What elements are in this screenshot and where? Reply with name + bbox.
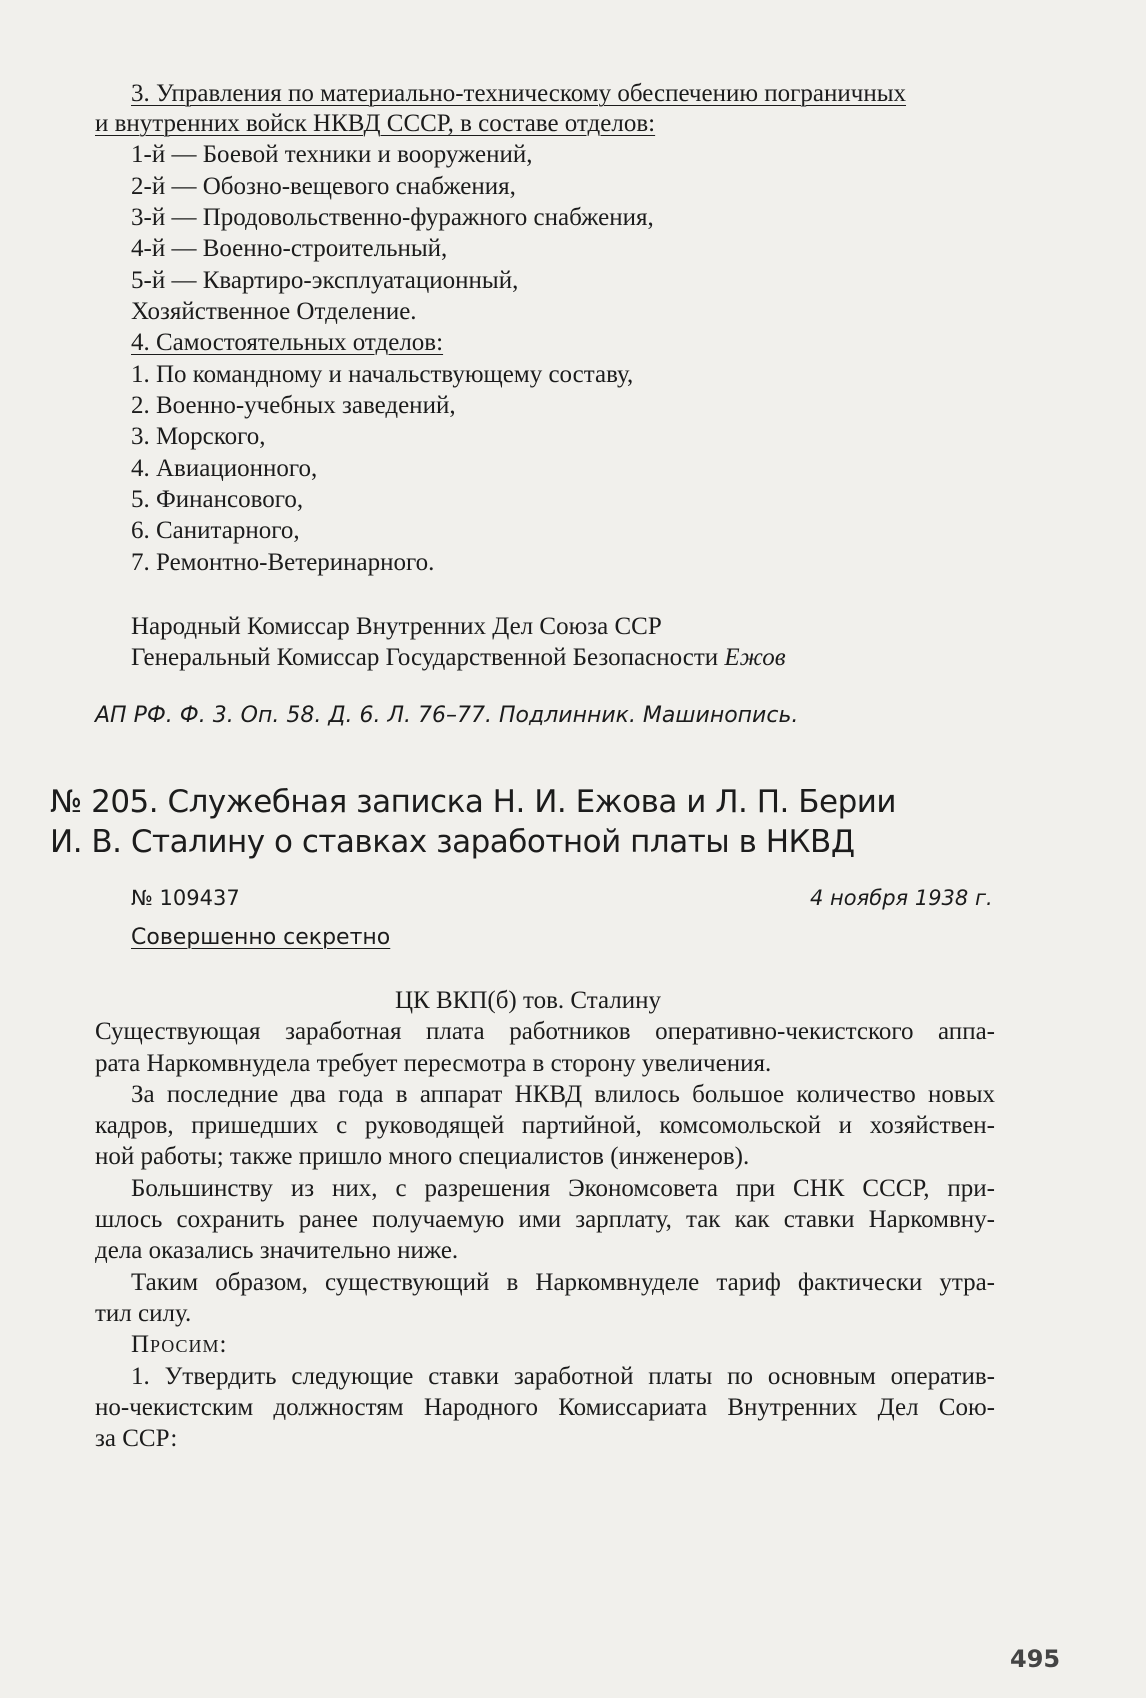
body-line: За последние два года в аппарат НКВД влилось большое количество новых <box>131 1081 995 1108</box>
signature-line1: Народный Комиссар Внутренних Дел Союза ССР <box>131 613 662 640</box>
department-item: 3-й — Продовольственно-фуражного снабжения, <box>131 204 654 231</box>
body-line: за ССР: <box>95 1425 178 1452</box>
document-title-line2: И. В. Сталину о ставках заработной платы в НКВД <box>50 824 855 860</box>
body-line: тил силу. <box>95 1300 192 1327</box>
classification-stamp: Совершенно секретно <box>131 925 391 950</box>
independent-dept-item: 5. Финансового, <box>131 486 304 513</box>
body-line: Большинству из них, с разрешения Экономсовета при СНК СССР, при- <box>131 1175 995 1202</box>
independent-dept-item: 4. Авиационного, <box>131 455 318 482</box>
body-line: ной работы; также пришло много специалистов (инженеров). <box>95 1143 750 1170</box>
source-reference: АП РФ. Ф. 3. Оп. 58. Д. 6. Л. 76–77. Подлинник. Машинопись. <box>95 703 799 728</box>
body-line: Таким образом, существующий в Наркомвнуделе тариф фактически утра- <box>131 1269 995 1296</box>
document-title-line1: № 205. Служебная записка Н. И. Ежова и Л. П. Берии <box>50 784 897 820</box>
department-item: Хозяйственное Отделение. <box>131 298 417 325</box>
department-item: 1-й — Боевой техники и вооружений, <box>131 141 533 168</box>
body-line: шлось сохранить ранее получаемую ими зарплату, так как ставки Наркомвну- <box>95 1206 995 1233</box>
signature-name: Ежов <box>724 644 786 671</box>
body-line: Существующая заработная плата работников оперативно-чекистского аппа- <box>95 1018 995 1045</box>
item4-title: 4. Самостоятельных отделов: <box>131 329 444 356</box>
independent-dept-item: 1. По командному и начальствующему составу, <box>131 361 634 388</box>
document-date: 4 ноября 1938 г. <box>810 886 993 910</box>
signature-line2 <box>131 642 786 674</box>
independent-dept-item: 3. Морского, <box>131 423 266 450</box>
independent-dept-item: 7. Ремонтно-Ветеринарного. <box>131 549 435 576</box>
independent-dept-item: 6. Санитарного, <box>131 517 300 544</box>
page-number: 495 <box>1010 1645 1061 1673</box>
independent-dept-item: 2. Военно-учебных заведений, <box>131 392 456 419</box>
addressee: ЦК ВКП(б) тов. Сталину <box>395 987 662 1014</box>
body-line: но-чекистским должностям Народного Комиссариата Внутренних Дел Сою- <box>95 1394 995 1421</box>
department-item: 4-й — Военно-строительный, <box>131 235 448 262</box>
department-item: 5-й — Квартиро-эксплуатационный, <box>131 267 519 294</box>
body-line: дела оказались значительно ниже. <box>95 1237 459 1264</box>
department-item: 2-й — Обозно-вещевого снабжения, <box>131 173 516 200</box>
request-label: Просим: <box>131 1331 228 1358</box>
signature-title: Генеральный Комиссар Государственной Безопасности <box>131 644 719 671</box>
body-line: рата Наркомвнудела требует пересмотра в сторону увеличения. <box>95 1050 772 1077</box>
item3-title-line1: 3. Управления по материально-техническому обеспечению пограничных <box>131 80 907 107</box>
item3-title-line2: и внутренних войск НКВД СССР, в составе отделов: <box>95 110 656 137</box>
body-line: кадров, пришедших с руководящей партийной, комсомольской и хозяйствен- <box>95 1112 995 1139</box>
body-line: 1. Утвердить следующие ставки заработной платы по основным оператив- <box>131 1363 995 1390</box>
document-number: № 109437 <box>131 886 240 910</box>
